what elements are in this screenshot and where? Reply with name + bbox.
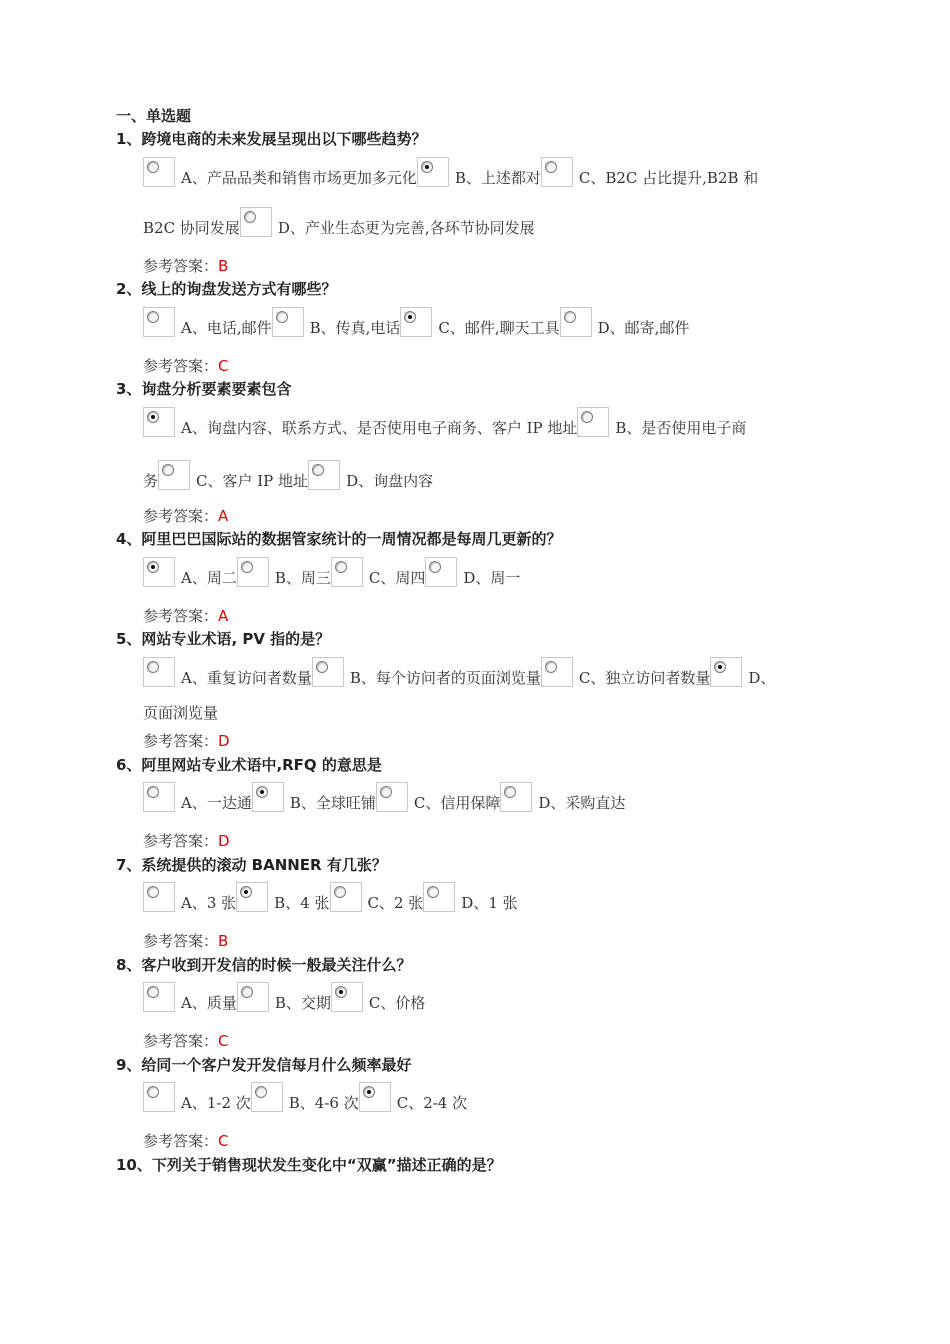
radio-checked-icon[interactable] (256, 786, 268, 798)
radio-checked-icon[interactable] (404, 311, 416, 323)
radio-unchecked-icon[interactable] (429, 561, 441, 573)
option-label: A、一达通 (181, 794, 252, 812)
answer-value: D (218, 732, 230, 750)
radio-frame[interactable] (560, 307, 592, 337)
answer-value: A (218, 507, 229, 525)
option-label: A、询盘内容、联系方式、是否使用电子商务、客户 IP 地址 (181, 419, 578, 437)
options-row (143, 307, 813, 341)
question-title: 1、跨境电商的未来发展呈现出以下哪些趋势？ (116, 130, 427, 148)
radio-unchecked-icon[interactable] (147, 1086, 159, 1098)
option-label: A、3 张 (181, 894, 237, 912)
option-1-b[interactable] (417, 157, 541, 199)
radio-frame[interactable] (143, 407, 175, 437)
reference-answer (143, 830, 230, 851)
radio-frame[interactable] (236, 882, 268, 912)
option-label: C、邮件,聊天工具 (438, 319, 560, 337)
option-4-b[interactable] (237, 557, 331, 599)
option-label: D、产业生态更为完善,各环节协同发展 (277, 219, 535, 237)
option-label: D、询盘内容 (346, 472, 434, 490)
radio-frame[interactable] (143, 982, 175, 1012)
answer-label: 参考答案： (143, 507, 219, 525)
option-2-c[interactable] (400, 307, 559, 349)
radio-checked-icon[interactable] (714, 661, 726, 673)
question-title: 7、系统提供的滚动 BANNER 有几张？ (116, 856, 387, 874)
option-label: B、周三 (274, 569, 331, 587)
answer-value: B (218, 932, 229, 950)
option-7-b[interactable] (236, 882, 329, 924)
question-title: 10、下列关于销售现状发生变化中“双赢”描述正确的是？ (116, 1156, 502, 1174)
option-label: A、1-2 次 (181, 1094, 251, 1112)
answer-label: 参考答案： (143, 832, 219, 850)
radio-checked-icon[interactable] (363, 1086, 375, 1098)
radio-unchecked-icon[interactable] (147, 886, 159, 898)
option-1-c[interactable] (541, 157, 758, 199)
radio-frame[interactable] (417, 157, 449, 187)
answer-value: D (218, 832, 230, 850)
option-label-continued: B2C 协同发展 (143, 219, 240, 237)
option-7-d[interactable] (423, 882, 517, 924)
radio-checked-icon[interactable] (147, 411, 159, 423)
option-3-a[interactable] (158, 460, 308, 502)
option-8-a[interactable] (143, 982, 237, 1024)
option-1-a[interactable] (240, 207, 535, 249)
option-label: C、B2C 占比提升,B2B 和 (578, 169, 759, 187)
radio-frame[interactable] (376, 782, 408, 812)
radio-checked-icon[interactable] (335, 986, 347, 998)
radio-frame[interactable] (251, 1082, 283, 1112)
options-row-continued (143, 705, 813, 739)
radio-frame[interactable] (423, 882, 455, 912)
answer-label: 参考答案： (143, 732, 219, 750)
option-label: B、每个访问者的页面浏览量 (349, 669, 541, 687)
question-title: 3、询盘分析要素要素包含 (116, 380, 292, 398)
radio-unchecked-icon[interactable] (147, 311, 159, 323)
options-row (143, 982, 813, 1016)
option-label: D、周一 (463, 569, 521, 587)
radio-unchecked-icon[interactable] (545, 161, 557, 173)
radio-frame[interactable] (330, 882, 362, 912)
radio-unchecked-icon[interactable] (244, 211, 256, 223)
radio-frame[interactable] (143, 782, 175, 812)
answer-label: 参考答案： (143, 932, 219, 950)
option-label: C、2-4 次 (396, 1094, 468, 1112)
reference-answer (143, 505, 228, 526)
radio-frame[interactable] (252, 782, 284, 812)
radio-frame[interactable] (308, 460, 340, 490)
radio-unchecked-icon[interactable] (316, 661, 328, 673)
answer-value: C (218, 1032, 229, 1050)
options-row (143, 157, 813, 191)
reference-answer (143, 255, 228, 276)
radio-frame[interactable] (577, 407, 609, 437)
radio-unchecked-icon[interactable] (241, 986, 253, 998)
option-6-c[interactable] (376, 782, 500, 824)
answer-label: 参考答案： (143, 257, 219, 275)
option-label: B、4 张 (274, 894, 330, 912)
reference-answer (143, 930, 228, 951)
radio-unchecked-icon[interactable] (255, 1086, 267, 1098)
radio-frame[interactable] (331, 557, 363, 587)
option-label: B、上述都对 (454, 169, 541, 187)
radio-checked-icon[interactable] (147, 561, 159, 573)
radio-frame[interactable] (143, 557, 175, 587)
radio-frame[interactable] (237, 982, 269, 1012)
question-title: 5、网站专业术语, PV 指的是？ (116, 630, 331, 648)
radio-unchecked-icon[interactable] (334, 886, 346, 898)
radio-frame[interactable] (143, 307, 175, 337)
option-2-a[interactable] (143, 307, 272, 349)
options-row (143, 557, 813, 591)
option-2-b[interactable] (272, 307, 401, 349)
radio-checked-icon[interactable] (421, 161, 433, 173)
radio-unchecked-icon[interactable] (147, 786, 159, 798)
option-label-continued: 务 (143, 472, 159, 490)
answer-label: 参考答案： (143, 357, 219, 375)
option-label: C、信用保障 (413, 794, 501, 812)
radio-frame[interactable] (143, 1082, 175, 1112)
option-6-a[interactable] (143, 782, 252, 824)
radio-frame[interactable] (331, 982, 363, 1012)
radio-frame[interactable] (425, 557, 457, 587)
option-label: A、产品品类和销售市场更加多元化 (181, 169, 417, 187)
question-title: 8、客户收到开发信的时候一般最关注什么？ (116, 956, 412, 974)
reference-answer (143, 730, 230, 751)
question-title: 9、给同一个客户发开发信每月什么频率最好 (116, 1056, 412, 1074)
option-label: D、1 张 (461, 894, 518, 912)
radio-unchecked-icon[interactable] (581, 411, 593, 423)
radio-frame[interactable] (143, 657, 175, 687)
option-8-c[interactable] (331, 982, 425, 1024)
radio-frame[interactable] (143, 882, 175, 912)
radio-unchecked-icon[interactable] (276, 311, 288, 323)
radio-checked-icon[interactable] (240, 886, 252, 898)
options-row-continued (143, 460, 813, 494)
option-label: B、全球旺铺 (289, 794, 376, 812)
radio-unchecked-icon[interactable] (335, 561, 347, 573)
option-6-d[interactable] (500, 782, 625, 824)
option-8-b[interactable] (237, 982, 331, 1024)
radio-unchecked-icon[interactable] (380, 786, 392, 798)
option-label: C、2 张 (367, 894, 424, 912)
radio-unchecked-icon[interactable] (147, 661, 159, 673)
options-row (143, 882, 813, 916)
radio-frame[interactable] (312, 657, 344, 687)
answer-label: 参考答案： (143, 1032, 219, 1050)
option-label: A、周二 (181, 569, 237, 587)
options-row (143, 407, 813, 441)
option-label: C、周四 (368, 569, 426, 587)
option-3-b[interactable] (577, 407, 746, 449)
question-title: 4、阿里巴巴国际站的数据管家统计的一周情况都是每周几更新的？ (116, 530, 562, 548)
option-label: C、客户 IP 地址 (196, 472, 309, 490)
radio-frame[interactable] (272, 307, 304, 337)
radio-frame[interactable] (400, 307, 432, 337)
reference-answer (143, 1030, 229, 1051)
answer-value: C (218, 1132, 229, 1150)
option-2-d[interactable] (560, 307, 690, 349)
options-row (143, 782, 813, 816)
answer-label: 参考答案： (143, 1132, 219, 1150)
option-label: C、独立访问者数量 (578, 669, 711, 687)
option-label: A、电话,邮件 (181, 319, 272, 337)
option-3-a[interactable] (143, 407, 577, 449)
option-9-a[interactable] (143, 1082, 251, 1124)
radio-unchecked-icon[interactable] (147, 161, 159, 173)
reference-answer (143, 355, 229, 376)
section-title: 一、单选题 (116, 107, 192, 125)
option-label: B、4-6 次 (288, 1094, 359, 1112)
option-5-a[interactable] (143, 657, 312, 699)
option-4-d[interactable] (425, 557, 520, 599)
radio-frame[interactable] (500, 782, 532, 812)
radio-frame[interactable] (541, 657, 573, 687)
reference-answer (143, 605, 228, 626)
option-label: D、 (748, 669, 776, 687)
option-label: D、邮寄,邮件 (597, 319, 690, 337)
radio-frame[interactable] (541, 157, 573, 187)
answer-value: B (218, 257, 229, 275)
radio-frame[interactable] (240, 207, 272, 237)
option-3-b[interactable] (308, 460, 433, 502)
radio-unchecked-icon[interactable] (545, 661, 557, 673)
option-5-d[interactable] (710, 657, 775, 699)
option-9-b[interactable] (251, 1082, 359, 1124)
option-4-c[interactable] (331, 557, 425, 599)
option-label: B、交期 (274, 994, 331, 1012)
option-9-c[interactable] (359, 1082, 467, 1124)
question-title: 2、线上的询盘发送方式有哪些？ (116, 280, 337, 298)
radio-unchecked-icon[interactable] (312, 464, 324, 476)
option-6-b[interactable] (252, 782, 376, 824)
option-label-continued: 页面浏览量 (143, 704, 219, 722)
options-row (143, 657, 813, 691)
option-5-c[interactable] (541, 657, 710, 699)
option-label: D、采购直达 (538, 794, 626, 812)
radio-frame[interactable] (237, 557, 269, 587)
radio-frame[interactable] (143, 157, 175, 187)
radio-unchecked-icon[interactable] (564, 311, 576, 323)
option-label: A、重复访问者数量 (181, 669, 312, 687)
radio-unchecked-icon[interactable] (241, 561, 253, 573)
radio-unchecked-icon[interactable] (427, 886, 439, 898)
radio-frame[interactable] (710, 657, 742, 687)
option-label: A、质量 (181, 994, 237, 1012)
radio-unchecked-icon[interactable] (504, 786, 516, 798)
question-title: 6、阿里网站专业术语中,RFQ 的意思是 (116, 756, 382, 774)
radio-unchecked-icon[interactable] (162, 464, 174, 476)
option-7-c[interactable] (330, 882, 424, 924)
radio-frame[interactable] (359, 1082, 391, 1112)
option-label: C、价格 (368, 994, 426, 1012)
option-label: B、传真,电话 (309, 319, 401, 337)
option-1-a[interactable] (143, 157, 417, 199)
option-4-a[interactable] (143, 557, 237, 599)
option-5-b[interactable] (312, 657, 541, 699)
answer-value: A (218, 607, 229, 625)
options-row (143, 1082, 813, 1116)
radio-unchecked-icon[interactable] (147, 986, 159, 998)
reference-answer (143, 1130, 229, 1151)
answer-label: 参考答案： (143, 607, 219, 625)
options-row-continued (143, 207, 813, 241)
answer-value: C (218, 357, 229, 375)
option-label: B、是否使用电子商 (615, 419, 747, 437)
radio-frame[interactable] (158, 460, 190, 490)
option-7-a[interactable] (143, 882, 236, 924)
